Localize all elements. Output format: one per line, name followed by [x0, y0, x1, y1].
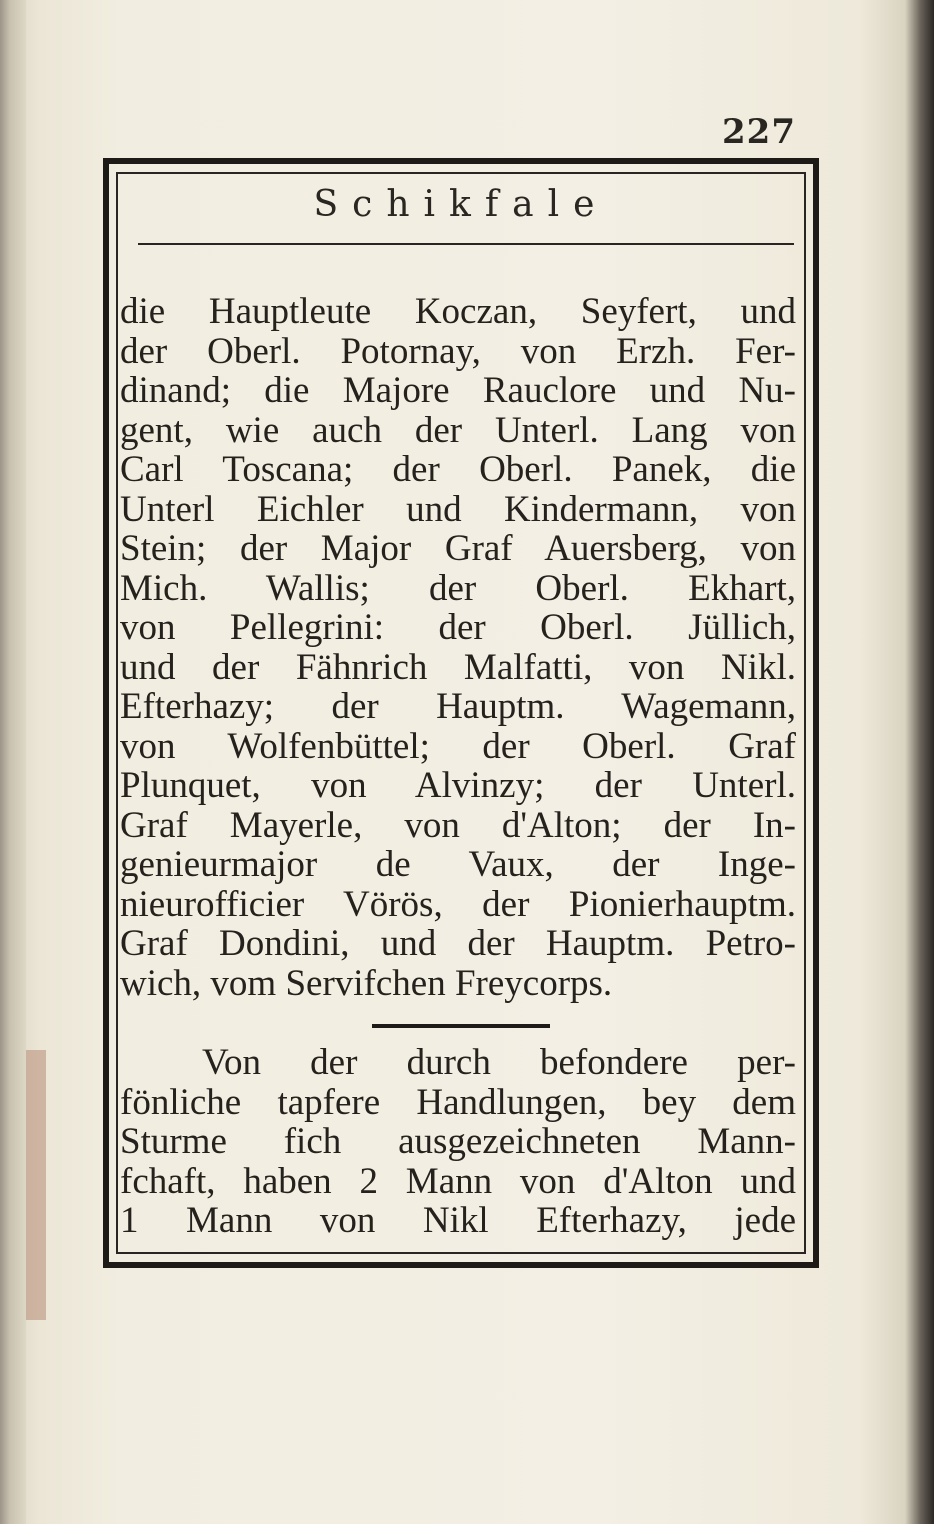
text-line: von Pellegrini: der Oberl. Jüllich,	[120, 607, 796, 648]
text-line: wich, vom Servifchen Freycorps.	[120, 962, 613, 1004]
text-line: Unterl Eichler und Kindermann, von	[120, 488, 796, 530]
text-line: von Wolfenbüttel; der Oberl. Graf	[120, 725, 796, 767]
text-line: Carl Toscana; der Oberl. Panek, die	[120, 449, 796, 490]
text-line: dinand; die Majore Rauclore und Nu-	[120, 370, 796, 411]
text-line: und der Fähnrich Malfatti, von Nikl.	[120, 646, 796, 688]
text-line: Graf Dondini, und der Hauptm. Petro-	[120, 923, 796, 964]
running-head: Schikfale	[313, 184, 609, 225]
text-line: fönliche tapfere Handlungen, bey dem	[120, 1081, 796, 1123]
text-line: gent, wie auch der Unterl. Lang von	[120, 409, 796, 451]
text-line: Efterhazy; der Hauptm. Wagemann,	[120, 686, 796, 727]
header-rule	[138, 243, 794, 245]
page-stain	[26, 1050, 46, 1320]
text-line: die Hauptleute Koczan, Seyfert, und	[120, 291, 796, 332]
text-line: Mich. Wallis; der Oberl. Ekhart,	[120, 567, 796, 609]
page-gutter	[0, 0, 26, 1524]
paragraph-2	[120, 1043, 796, 1241]
text-line: fchaft, haben 2 Mann von d'Alton und	[120, 1160, 796, 1202]
section-separator	[372, 1024, 550, 1028]
text-line: Stein; der Major Graf Auersberg, von	[120, 528, 796, 569]
text-line: genieurmajor de Vaux, der Inge-	[120, 844, 796, 885]
text-line: Sturme fich ausgezeichneten Mann-	[120, 1121, 796, 1162]
text-line: Von der durch befondere per-	[202, 1042, 796, 1083]
text-line: 1 Mann von Nikl Efterhazy, jede	[120, 1200, 796, 1241]
text-line: nieurofficier Vörös, der Pionierhauptm.	[120, 883, 796, 925]
page-number: 227	[722, 112, 796, 152]
text-line: Graf Mayerle, von d'Alton; der In-	[120, 804, 796, 846]
text-line: Plunquet, von Alvinzy; der Unterl.	[120, 765, 796, 806]
text-line: der Oberl. Potornay, von Erzh. Fer-	[120, 330, 796, 372]
paragraph-1	[120, 292, 796, 1003]
